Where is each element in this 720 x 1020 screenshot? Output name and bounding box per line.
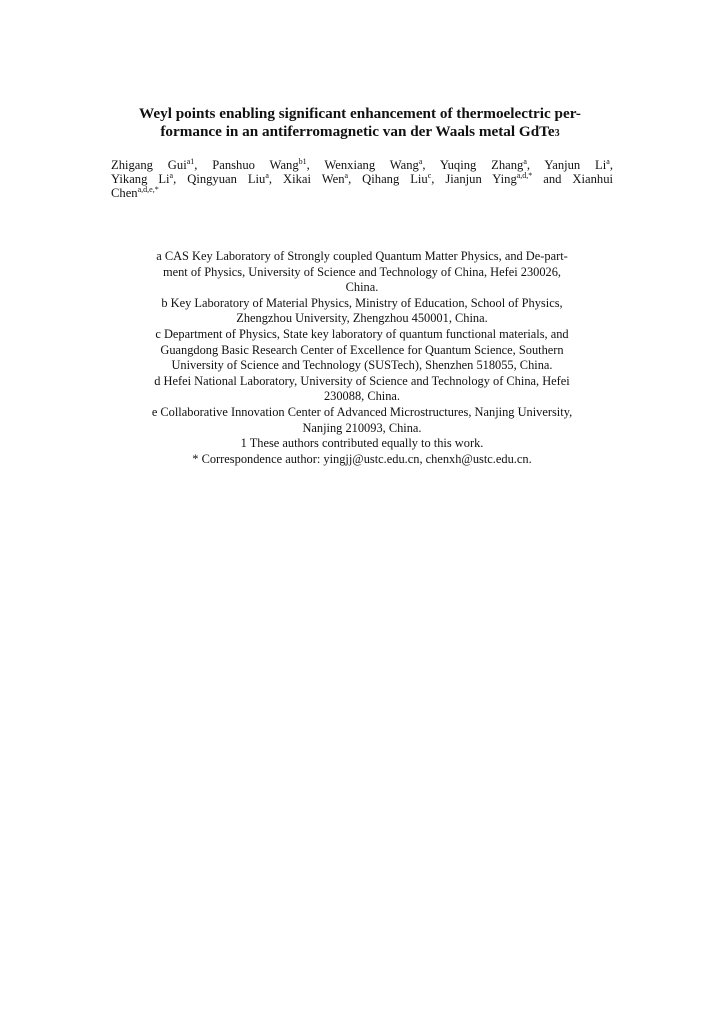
author-name: Wenxiang Wang xyxy=(324,158,419,172)
author-name-last: Chen xyxy=(111,186,138,200)
author-line-2: Yikang Li$^a$, Qingyuan Liu$^a$, Xikai Wen$^a$, Qihang Liu$^c$, Jianjun Ying$^{a,d,*}$ and Xianhui xyxy=(111,171,613,186)
author-name: Panshuo Wang xyxy=(212,158,299,172)
author-affiliation-mark: a,d,e,* xyxy=(137,185,159,194)
author-name: Yikang Li xyxy=(111,172,170,186)
correspondence-note: * Correspondence author: yingjj@ustc.edu.cn, chenxh@ustc.edu.cn. xyxy=(192,451,532,466)
affiliation-d: d Hefei National Laboratory, University of Science and Technology of China, Hefei 230088, China. xyxy=(154,373,570,404)
affiliation-list xyxy=(108,249,616,467)
author-name: Jianjun Ying xyxy=(445,172,517,186)
title-subscript: 3 xyxy=(554,128,560,139)
author-list xyxy=(111,158,613,200)
author-affiliation-mark: a xyxy=(418,157,423,166)
author-name: Zhigang Gui xyxy=(111,158,187,172)
author-affiliation-mark: a,d,* xyxy=(516,171,533,180)
author-name: Qingyuan Liu xyxy=(187,172,266,186)
author-affiliation-mark: a xyxy=(606,157,610,166)
affiliation-b: b Key Laboratory of Material Physics, Ministry of Education, School of Physics, Zhengzhou University, Zhengzhou 450001, China. xyxy=(161,295,563,326)
author-name-first: Xianhui xyxy=(572,172,613,186)
author-line-1: Zhigang Gui$^{a1}$, Panshuo Wang$^{b1}$, Wenxiang Wang$^a$, Yuqing Zhang$^a$, Yanjun Li$^a$, xyxy=(111,157,613,172)
affiliation-a: a CAS Key Laboratory of Strongly coupled Quantum Matter Physics, and De-part- ment of Physics, University of Science and Technology of China, Hefei 230026, China. xyxy=(156,249,568,295)
title-line-1: Weyl points enabling significant enhancement of thermoelectric per- xyxy=(139,105,581,122)
author-line-3 xyxy=(111,186,613,200)
author-name: Xikai Wen xyxy=(283,172,345,186)
affiliation-c: c Department of Physics, State key laboratory of quantum functional materials, and Guangdong Basic Research Center of Excellence for Quantum Science, Southern University of Science and Technology (SUSTech), Shenzhen 518055, China. xyxy=(155,326,569,373)
author-name: Yuqing Zhang xyxy=(439,158,524,172)
equal-contribution-note: 1 These authors contributed equally to this work. xyxy=(240,436,484,451)
affiliation-e: e Collaborative Innovation Center of Advanced Microstructures, Nanjing University, Nanjing 210093, China. xyxy=(151,404,573,435)
title-line-2-text: formance in an antiferromagnetic van der Waals metal GdTe xyxy=(160,123,555,140)
paper-title xyxy=(100,105,620,143)
author-affiliation-mark: c xyxy=(427,171,432,180)
author-affiliation-mark: b1 xyxy=(298,157,307,166)
author-affiliation-mark: a xyxy=(265,171,269,180)
author-affiliation-mark: a xyxy=(344,171,349,180)
author-name: Yanjun Li xyxy=(544,158,607,172)
author-affiliation-mark: a xyxy=(523,157,527,166)
title-line-2 xyxy=(100,123,620,143)
author-affiliation-mark: a xyxy=(169,171,174,180)
author-affiliation-mark: a1 xyxy=(186,157,195,166)
author-name: Qihang Liu xyxy=(362,172,428,186)
